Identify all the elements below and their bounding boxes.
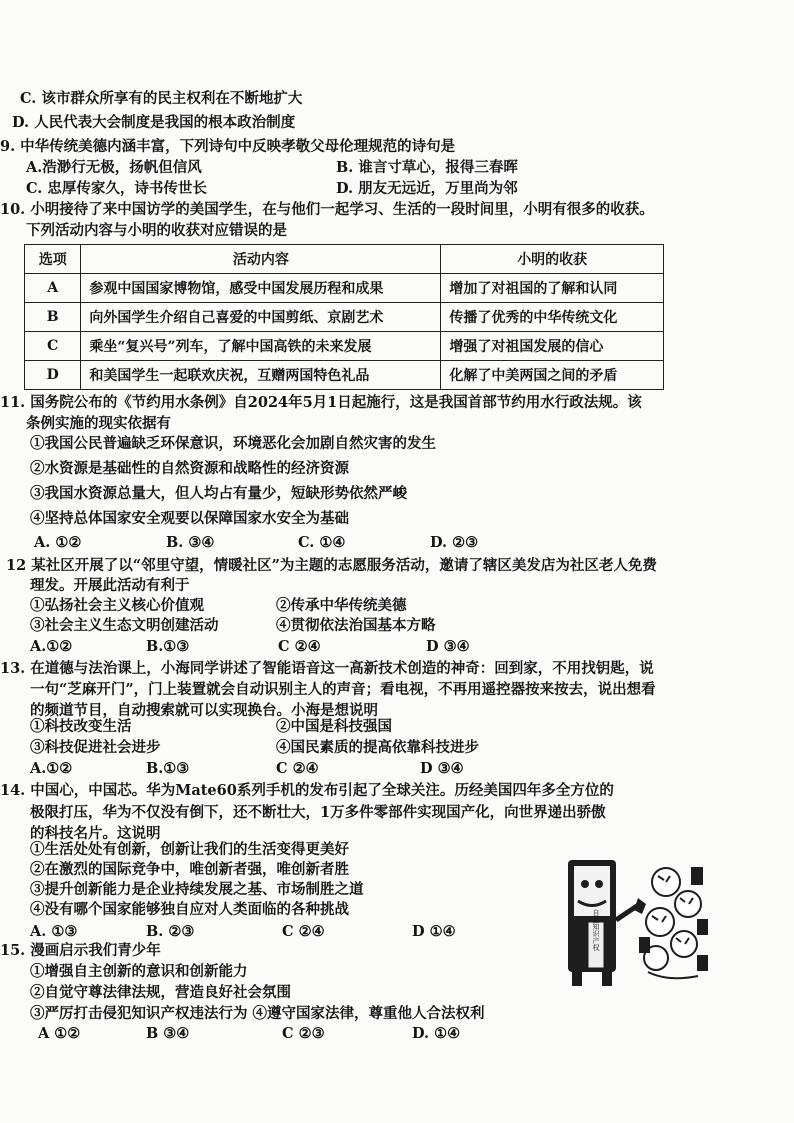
q11-item-1: ①我国公民普遍缺乏环保意识，环境恶化会加剧自然灾害的发生 xyxy=(30,435,436,452)
q14-stem-line1: 14. 中国心，中国芯。华为Mate60系列手机的发布引起了全球关注。历经美国四年多全方位的 xyxy=(0,782,614,799)
q12-option-b: B.①③ xyxy=(146,638,190,655)
table-cell: 传播了优秀的中华传统文化 xyxy=(441,303,664,332)
q12-item-2: ②传承中华传统美德 xyxy=(276,597,407,614)
book-figure xyxy=(568,860,646,986)
q9-option-d: D. 朋友无远近，万里尚为邻 xyxy=(336,180,518,197)
q14-option-d: D ①④ xyxy=(412,923,456,940)
q14-stem-line2: 极限打压，华为不仅没有倒下，还不断壮大，1万多件零部件实现国产化，向世界递出骄傲 xyxy=(30,804,606,821)
table-cell: 向外国学生介绍自己喜爱的中国剪纸、京剧艺术 xyxy=(81,303,441,332)
q15-item-1: ①增强自主创新的意识和创新能力 xyxy=(30,963,248,980)
q8-option-c: C. 该市群众所享有的民主权利在不断地扩大 xyxy=(20,90,303,107)
q12-item-3: ③社会主义生态文明创建活动 xyxy=(30,617,219,634)
q14-stem-line3: 的科技名片。这说明 xyxy=(30,825,161,842)
table-header-cell: 小明的收获 xyxy=(441,245,664,274)
q13-option-c: C ②④ xyxy=(276,760,319,777)
q12-item-1: ①弘扬社会主义核心价值观 xyxy=(30,597,204,614)
table-row xyxy=(25,332,664,361)
q11-option-b: B. ③④ xyxy=(166,534,215,551)
cartoon-illustration xyxy=(548,846,710,994)
q10-table xyxy=(24,244,664,390)
q11-item-2: ②水资源是基础性的自然资源和战略性的经济资源 xyxy=(30,460,349,477)
q11-option-d: D. ②③ xyxy=(430,534,479,551)
table-cell: C xyxy=(25,332,81,361)
q15-stem: 15. 漫画启示我们青少年 xyxy=(0,942,161,959)
q15-item-3-4: ③严厉打击侵犯知识产权违法行为 ④遵守国家法律，尊重他人合法权利 xyxy=(30,1005,485,1022)
q13-item-3: ③科技促进社会进步 xyxy=(30,739,161,756)
q13-option-a: A.①② xyxy=(30,760,73,777)
table-row xyxy=(25,361,664,390)
q13-item-4: ④国民素质的提高依靠科技进步 xyxy=(276,739,479,756)
q15-option-d: D. ①④ xyxy=(412,1025,461,1042)
table-header-row xyxy=(25,245,664,274)
table-cell: 参观中国国家博物馆，感受中国发展历程和成果 xyxy=(81,274,441,303)
q11-option-a: A. ①② xyxy=(34,534,82,551)
q15-option-c: C ②③ xyxy=(282,1025,325,1042)
table-cell: 增加了对祖国的了解和认同 xyxy=(441,274,664,303)
q8-option-d: D. 人民代表大会制度是我国的根本政治制度 xyxy=(12,114,296,131)
q12-option-a: A.①② xyxy=(30,638,73,655)
q9-option-a: A.浩渺行无极，扬帆但信风 xyxy=(26,159,202,176)
table-cell: A xyxy=(25,274,81,303)
q12-item-4: ④贯彻依法治国基本方略 xyxy=(276,617,436,634)
q13-item-2: ②中国是科技强国 xyxy=(276,718,392,735)
q11-item-4: ④坚持总体国家安全观要以保障国家水安全为基础 xyxy=(30,510,349,527)
q15-option-b: B ③④ xyxy=(146,1025,190,1042)
table-row xyxy=(25,303,664,332)
table-cell: 增强了对祖国发展的信心 xyxy=(441,332,664,361)
q11-item-3: ③我国水资源总量大，但人均占有量少，短缺形势依然严峻 xyxy=(30,485,407,502)
table-cell: 和美国学生一起联欢庆祝，互赠两国特色礼品 xyxy=(81,361,441,390)
q12-option-c: C ②④ xyxy=(278,638,321,655)
table-cell: 乘坐“复兴号”列车，了解中国高铁的未来发展 xyxy=(81,332,441,361)
q13-stem-line3: 的频道节目，自动搜索就可以实现换台。小海是想说明 xyxy=(30,702,378,719)
q14-option-c: C ②④ xyxy=(282,923,325,940)
q13-option-b: B.①③ xyxy=(146,760,190,777)
table-cell: D xyxy=(25,361,81,390)
book-sign-text: 自主知识产权 xyxy=(592,909,600,951)
q15-item-2: ②自觉守尊法律法规，营造良好社会氛围 xyxy=(30,984,291,1001)
q9-option-b: B. 谁言寸草心，报得三春晖 xyxy=(336,159,518,176)
q13-stem-line1: 13. 在道德与法治课上，小海同学讲述了智能语音这一高新技术创造的神奇：回到家，不用找钥匙，说 xyxy=(0,660,654,677)
q12-stem-line1: 12 某社区开展了以“邻里守望，情暖社区”为主题的志愿服务活动，邀请了辖区美发店为社区老人免费 xyxy=(6,557,657,574)
q14-item-2: ②在激烈的国际竞争中，唯创新者强，唯创新者胜 xyxy=(30,861,349,878)
q13-stem-line2: 一句“芝麻开门”，门上装置就会自动识别主人的声音；看电视，不再用遥控器按来按去，说出想看 xyxy=(30,681,656,698)
q12-option-d: D ③④ xyxy=(426,638,470,655)
q11-stem-line1: 11. 国务院公布的《节约用水条例》自2024年5月1日起施行，这是我国首部节约用水行政法规。该 xyxy=(0,394,642,411)
thief-group xyxy=(640,868,707,978)
q11-stem-line2: 条例实施的现实依据有 xyxy=(26,415,171,432)
q15-option-a: A ①② xyxy=(38,1025,81,1042)
q10-stem-line1: 10. 小明接待了来中国访学的美国学生，在与他们一起学习、生活的一段时间里，小明有很多的收获。 xyxy=(0,201,654,218)
q14-option-a: A. ①③ xyxy=(30,923,78,940)
q14-item-4: ④没有哪个国家能够独自应对人类面临的各种挑战 xyxy=(30,901,349,918)
table-cell: B xyxy=(25,303,81,332)
q12-stem-line2: 理发。开展此活动有利于 xyxy=(30,577,190,594)
q11-option-c: C. ①④ xyxy=(298,534,346,551)
table-row xyxy=(25,274,664,303)
table-cell: 化解了中美两国之间的矛盾 xyxy=(441,361,664,390)
table-header-cell: 活动内容 xyxy=(81,245,441,274)
q10-stem-line2: 下列活动内容与小明的收获对应错误的是 xyxy=(26,222,287,239)
q14-option-b: B. ②③ xyxy=(146,923,195,940)
q14-item-3: ③提升创新能力是企业持续发展之基、市场制胜之道 xyxy=(30,881,364,898)
q13-option-d: D ③④ xyxy=(420,760,464,777)
q9-stem: 9. 中华传统美德内涵丰富，下列诗句中反映孝敬父母伦理规范的诗句是 xyxy=(0,138,456,155)
q14-item-1: ①生活处处有创新，创新让我们的生活变得更美好 xyxy=(30,841,349,858)
q13-item-1: ①科技改变生活 xyxy=(30,718,132,735)
q9-option-c: C. 忠厚传家久，诗书传世长 xyxy=(26,180,207,197)
table-header-cell: 选项 xyxy=(25,245,81,274)
